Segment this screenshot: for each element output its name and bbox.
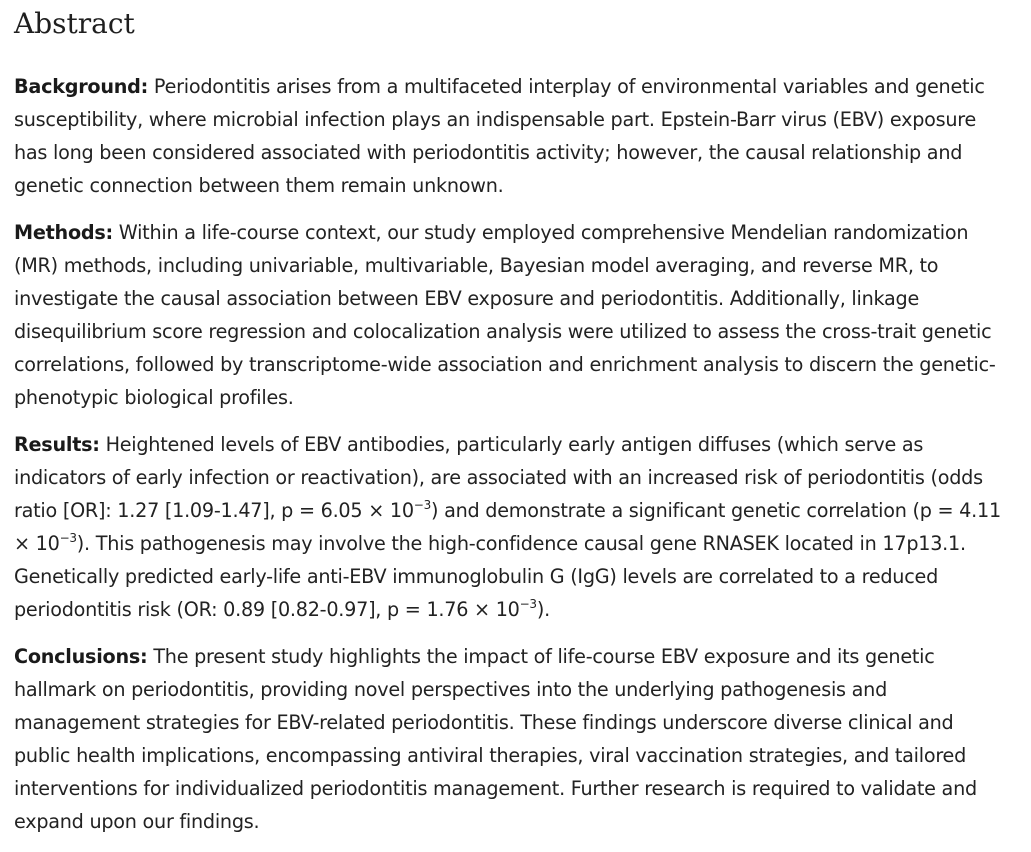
results-paragraph [14,428,1009,626]
results-text-4: ). [536,598,550,621]
conclusions-text: The present study highlights the impact of life-course EBV exposure and its genetic hallmark on periodontitis, providing novel perspectives into the underlying pathogenesis and management strategies for EBV-related periodontitis. These findings underscore diverse clinical and public health implications, encompassing antiviral therapies, viral vaccination strategies, and tailored interventions for individualized periodontitis management. Further research is required to validate and expand upon our findings. [14,645,977,833]
conclusions-label: Conclusions: [14,645,148,668]
results-text-1: Heightened levels of EBV antibodies, particularly early antigen diffuses (which serve as indicators of early infection or reactivation), are associated with an increased risk of periodontitis (odds ratio [OR]: 1.27 [1.09-1.47], p = 6.05 × 10 [14,433,983,522]
results-text-2: ) and demonstrate a significant genetic correlation (p = 4.11 × 10 [14,499,1001,555]
abstract-heading: Abstract [14,7,135,40]
methods-text: Within a life-course context, our study employed comprehensive Mendelian randomization (MR) methods, including univariable, multivariable, Bayesian model averaging, and reverse MR, to investigate the causal association between EBV exposure and periodontitis. Additionally, linkage disequilibrium score regression and colocalization analysis were utilized to assess the cross-trait genetic correlations, followed by transcriptome-wide association and enrichment analysis to discern the genetic-phenotypic biological profiles. [14,221,996,409]
results-text-3: ). This pathogenesis may involve the high-confidence causal gene RNASEK located in 17p13.1. Genetically predicted early-life anti-EBV immunoglobulin G (IgG) levels are correlated to a reduced periodontitis risk (OR: 0.89 [0.82-0.97], p = 1.76 × 10 [14,532,966,621]
background-text: Periodontitis arises from a multifaceted interplay of environmental variables and genetic susceptibility, where microbial infection plays an indispensable part. Epstein-Barr virus (EBV) exposure has long been considered associated with periodontitis activity; however, the causal relationship and genetic connection between them remain unknown. [14,75,985,197]
conclusions-paragraph [14,640,1009,838]
results-exponent-1: −3 [413,498,431,512]
results-exponent-3: −3 [519,597,537,611]
methods-paragraph [14,216,1009,414]
abstract-section [14,6,1009,852]
background-paragraph [14,70,1009,202]
results-exponent-2: −3 [59,531,77,545]
methods-label: Methods: [14,221,113,244]
results-label: Results: [14,433,100,456]
background-label: Background: [14,75,149,98]
